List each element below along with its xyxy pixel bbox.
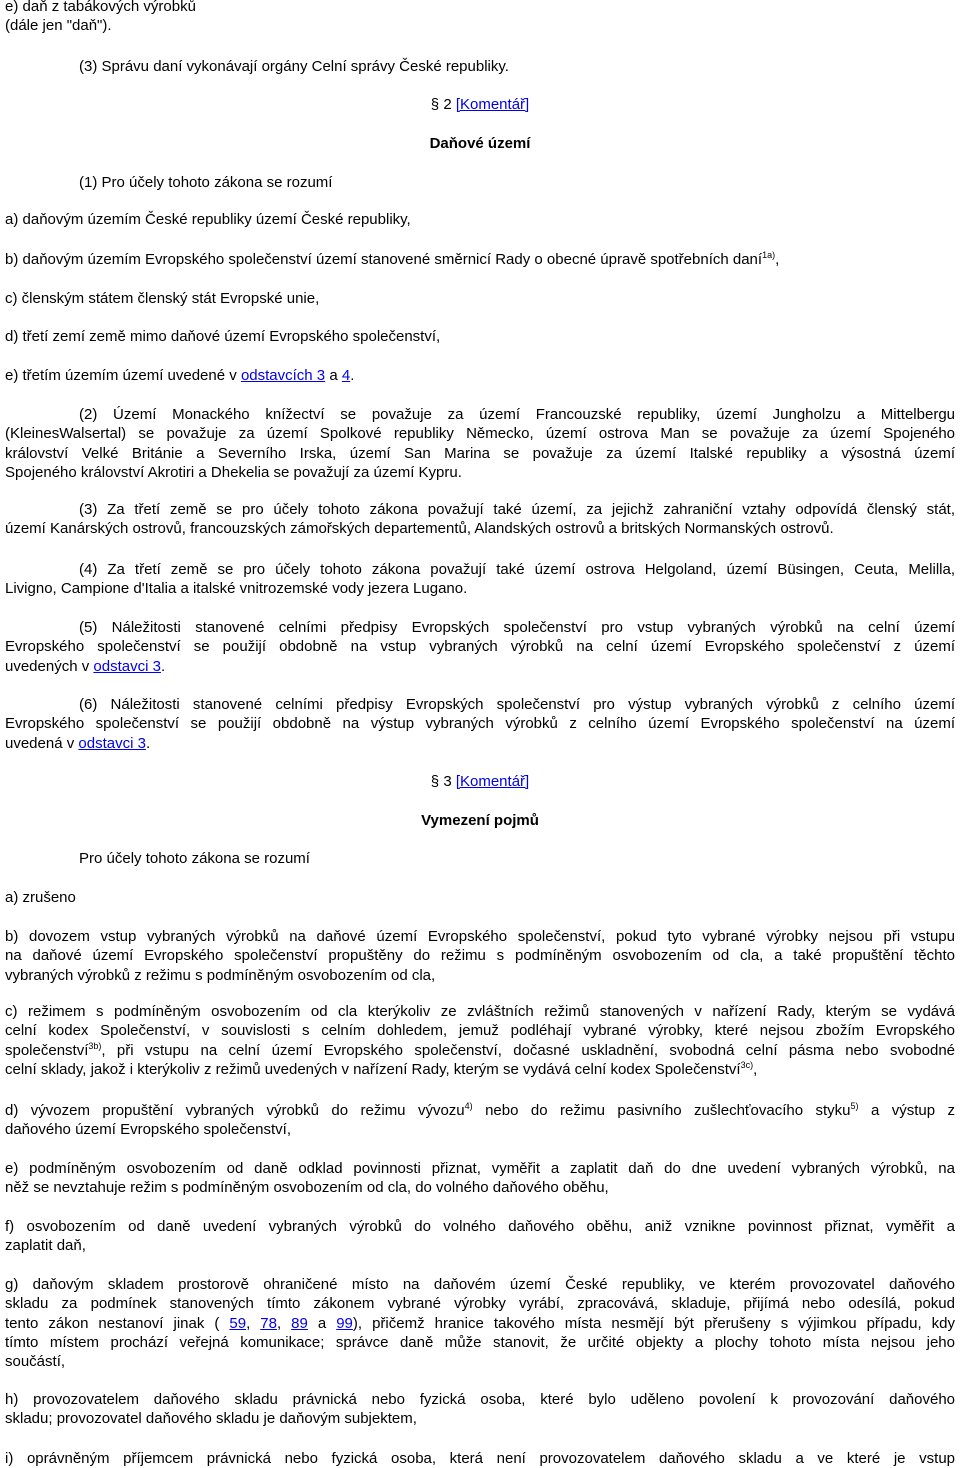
text-row: (4) Za třetí země se pro účely tohoto zákona považují také území ostrova Helgoland, území Büsingen, Ceuta, Melilla, bbox=[79, 561, 955, 578]
text-row: Evropského společenství se použijí obdobně na výstup vybraných výrobků z celního území Evropského společenství na území bbox=[5, 715, 955, 733]
text-row bbox=[5, 657, 955, 676]
text-span: , bbox=[775, 251, 780, 268]
text-row: h) provozovatelem daňového skladu právnická nebo fyzická osoba, které bylo uděleno povolení k provozování daňového bbox=[5, 1391, 955, 1408]
text-row: Spojeného království Akrotiri a Dhekelia se považují za území Kypru. bbox=[5, 463, 462, 481]
text-row bbox=[5, 1314, 955, 1333]
text-row: i) oprávněným příjemcem právnická nebo fyzická osoba, která není provozovatelem daňového skladu a ve které je vstup bbox=[5, 1450, 955, 1467]
text-row: součástí, bbox=[5, 1353, 66, 1371]
text-row: království Velké Británie a Severního Irska, území San Marina se považuje za území Italské republiky a výsostná území bbox=[5, 444, 955, 462]
item-i bbox=[5, 1449, 955, 1468]
section-number: 2 bbox=[443, 96, 452, 113]
text-row: skladu; provozovatel daňového skladu je daňovým subjektem, bbox=[5, 1410, 417, 1428]
text-span: , bbox=[246, 1314, 261, 1332]
item-d bbox=[5, 1101, 955, 1140]
paragraph-2 bbox=[5, 405, 955, 482]
text-row: f) osvobozením od daně uvedení vybraných výrobků do volného daňového oběhu, aniž vznikne povinnost přiznat, vyměřit a bbox=[5, 1218, 955, 1235]
text-row: (6) Náležitosti stanovené celními předpisy Evropských společenství pro výstup vybraných výrobků z celního území bbox=[79, 696, 955, 713]
section-3-title: Vymezení pojmů bbox=[421, 812, 539, 829]
footnote-ref: 3b) bbox=[88, 1040, 102, 1051]
text-line: a) daňovým územím České republiky území České republiky, bbox=[5, 211, 411, 228]
comment-link[interactable]: [Komentář] bbox=[455, 96, 530, 113]
text-line: c) členským státem členský stát Evropské unie, bbox=[5, 290, 320, 307]
text-span: nebo do režimu pasivního zušlechťovacího styku bbox=[472, 1102, 851, 1119]
section-symbol: § bbox=[430, 96, 440, 113]
text-span: celní sklady, jakož i kterýkoliv z režimů uvedených v nařízení Rady, kterým se vydává celní kodex Společenství bbox=[5, 1060, 741, 1078]
text-span: a výstup z bbox=[858, 1102, 955, 1119]
footnote-ref: 4) bbox=[464, 1101, 473, 1111]
text-span: . bbox=[350, 367, 355, 384]
text-row: území Kanárských ostrovů, francouzských zámořských departementů, Alandských ostrovů a britských Normanských ostrovů. bbox=[5, 520, 834, 538]
footnote-ref: 1a) bbox=[762, 250, 776, 260]
text-line: (3) Správu daní vykonávají orgány Celní správy České republiky. bbox=[79, 58, 509, 75]
item-h bbox=[5, 1390, 955, 1429]
text-span: a bbox=[307, 1314, 337, 1332]
text-row: Livigno, Campione d'Italia a italské vnitrozemské vody jezera Lugano. bbox=[5, 580, 468, 598]
text-row: (2) Území Monackého knížectví se považuje za území Francouzské republiky, území Jungholzu a Mittelbergu bbox=[79, 406, 955, 423]
paragraph-5 bbox=[5, 618, 955, 676]
item-b bbox=[5, 927, 955, 985]
text-span: uvedená v bbox=[5, 734, 75, 752]
text-span: , při vstupu na celní území Evropského společenství, dočasné uskladnění, svobodná celní pásma nebo svobodné bbox=[101, 1041, 955, 1059]
text-row bbox=[5, 734, 955, 753]
text-span: a bbox=[325, 367, 342, 384]
section-link[interactable]: 99 bbox=[336, 1314, 353, 1332]
text-span: e) třetím územím území uvedené v bbox=[5, 367, 237, 384]
text-span: d) vývozem propuštění vybraných výrobků do režimu vývozu bbox=[5, 1102, 465, 1119]
section-2-heading bbox=[0, 95, 960, 114]
text-span: b) daňovým územím Evropského společenství území stanovené směrnicí Rady o obecné úpravě spotřebních daní bbox=[5, 251, 763, 268]
text-row bbox=[5, 1041, 955, 1060]
text-span: , bbox=[276, 1314, 292, 1332]
text-line: e) daň z tabákových výrobků bbox=[5, 0, 196, 15]
text-span: . bbox=[145, 734, 151, 752]
section-2-title: Daňové území bbox=[429, 135, 531, 152]
text-row: Evropského společenství se použijí obdobně na vstup vybraných výrobků na celní území Evropského společenství z území bbox=[5, 638, 955, 656]
text-span: tento zákon nestanoví jinak ( bbox=[5, 1314, 220, 1332]
paragraph-4 bbox=[5, 560, 955, 599]
text-row: b) dovozem vstup vybraných výrobků na daňové území Evropského společenství, pokud tyto vybrané výrobky nejsou při vstupu bbox=[5, 928, 955, 945]
text-line: a) zrušeno bbox=[5, 889, 76, 906]
text-line: (dále jen "daň"). bbox=[5, 17, 112, 34]
paragraph-6 bbox=[5, 695, 955, 753]
text-span: společenství bbox=[5, 1041, 89, 1059]
paragraph-3 bbox=[5, 500, 955, 539]
text-row: daňového území Evropského společenství, bbox=[5, 1121, 292, 1139]
paragraph-link[interactable]: odstavcích 3 bbox=[240, 367, 326, 384]
text-row: něž se nevztahuje režim s podmíněným osvobozením od cla, do volného daňového oběhu, bbox=[5, 1179, 609, 1197]
text-span: uvedených v bbox=[5, 657, 90, 675]
text-line: Pro účely tohoto zákona se rozumí bbox=[79, 850, 310, 867]
footnote-ref: 3c) bbox=[740, 1059, 754, 1070]
text-row: na daňové území Evropského společenství propuštěny do režimu s podmíněným osvobozením od cla, a také propuštění těchto bbox=[5, 947, 955, 965]
text-line: d) třetí zemí země mimo daňové území Evropského společenství, bbox=[5, 328, 441, 345]
text-row bbox=[5, 1101, 955, 1120]
paragraph-link[interactable]: 4 bbox=[341, 367, 351, 384]
text-line bbox=[5, 366, 955, 385]
section-symbol: § bbox=[430, 773, 440, 790]
text-row: e) podmíněným osvobozením od daně odklad povinnosti přiznat, vyměřit a zaplatit daň do dne uvedení vybraných výrobků, na bbox=[5, 1160, 955, 1177]
section-link[interactable]: 78 bbox=[260, 1314, 277, 1332]
footnote-ref: 5) bbox=[850, 1101, 859, 1111]
item-c bbox=[5, 1002, 955, 1079]
item-f bbox=[5, 1217, 955, 1256]
section-link[interactable]: 89 bbox=[291, 1314, 308, 1332]
text-span: . bbox=[160, 657, 166, 675]
paragraph-link[interactable]: odstavci 3 bbox=[93, 657, 161, 675]
text-row: (3) Za třetí země se pro účely tohoto zákona považují také území, za jejichž zahraniční vztahy odpovídá členský stát, bbox=[79, 501, 955, 518]
text-span: , bbox=[753, 1060, 758, 1078]
text-row: celní kodex Společenství, v souvislosti s celním dohledem, jemuž podléhají vybrané výrobky, které nejsou zbožím Evropského bbox=[5, 1022, 955, 1040]
paragraph-link[interactable]: odstavci 3 bbox=[78, 734, 146, 752]
text-row: (5) Náležitosti stanovené celními předpisy Evropských společenství pro vstup vybraných výrobků na celní území bbox=[79, 619, 955, 636]
text-row: (KleinesWalsertal) se považuje za území Spolkové republiky Německo, území ostrova Man se považuje za území Spojeného bbox=[5, 425, 955, 443]
text-row: skladu za podmínek stanovených tímto zákonem vybrané výrobky vyrábí, zpracovává, skladuje, přijímá nebo odesílá, pokud bbox=[5, 1295, 955, 1313]
section-3-heading bbox=[0, 772, 960, 791]
section-link[interactable]: 59 bbox=[229, 1314, 247, 1332]
item-e bbox=[5, 1159, 955, 1198]
text-line bbox=[5, 250, 955, 269]
text-span: ), přičemž hranice takového místa nesmějí být přerušeny s výjimkou případu, kdy bbox=[352, 1314, 955, 1332]
text-row: zaplatit daň, bbox=[5, 1237, 86, 1255]
comment-link[interactable]: [Komentář] bbox=[455, 773, 530, 790]
text-row bbox=[5, 1060, 955, 1079]
text-row: c) režimem s podmíněným osvobozením od cla kterýkoliv ze zvláštních režimů stanovených v nařízení Rady, kterým se vydává bbox=[5, 1003, 955, 1020]
text-row: vybraných výrobků z režimu s podmíněným osvobozením od cla, bbox=[5, 966, 436, 984]
text-row: tímto místem prochází veřejná komunikace; správce daně může stanovit, že určité objekty a plochy tohoto místa nejsou jeho bbox=[5, 1333, 955, 1351]
text-line: (1) Pro účely tohoto zákona se rozumí bbox=[79, 174, 333, 191]
text-row: g) daňovým skladem prostorově ohraničené místo na daňovém území České republiky, ve kterém provozovatel daňového bbox=[5, 1276, 955, 1293]
item-g bbox=[5, 1275, 955, 1371]
section-number: 3 bbox=[443, 773, 452, 790]
